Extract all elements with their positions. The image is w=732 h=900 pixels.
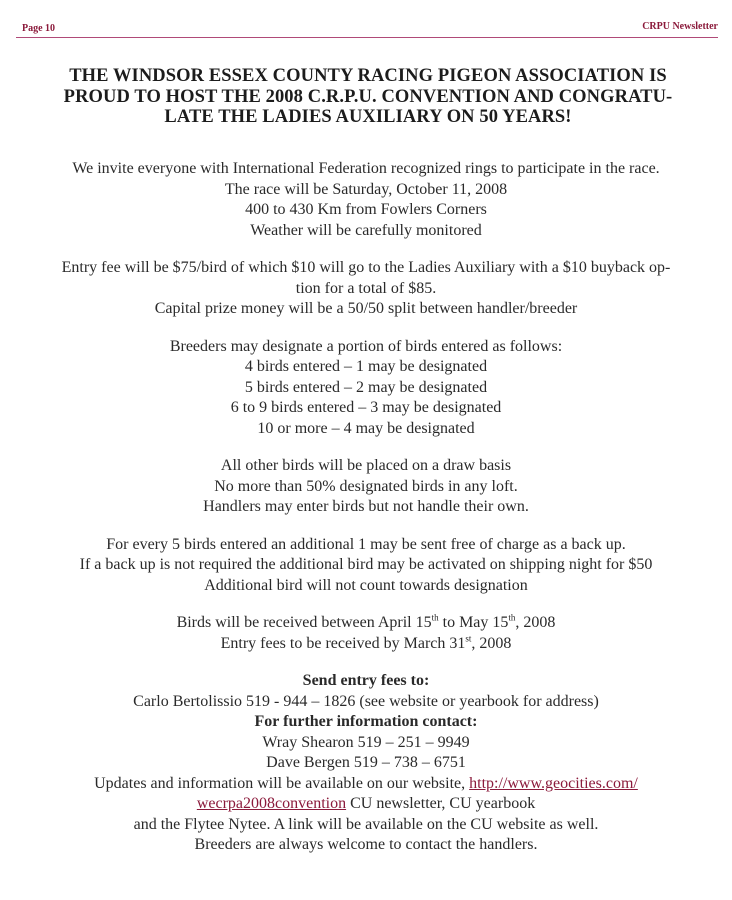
dates-section <box>0 613 732 654</box>
draw-section <box>0 456 732 518</box>
page-header <box>0 0 732 40</box>
send-heading: Send entry fees to: <box>302 672 430 689</box>
backup-line: For every 5 birds entered an additional 1 may be sent free of charge as a back up. <box>106 535 626 553</box>
header-rule <box>16 37 718 38</box>
info-heading: For further information contact: <box>254 713 478 730</box>
birds-received-line: Birds will be received between April 15th to May 15th, 2008 <box>176 612 556 631</box>
breeders-section <box>0 337 732 440</box>
fees-section <box>0 258 732 320</box>
race-line: 400 to 430 Km from Fowlers Corners <box>245 201 487 218</box>
draw-line: No more than 50% designated birds in any loft. <box>214 477 518 495</box>
backup-line: Additional bird will not count towards designation <box>204 576 528 594</box>
breeders-line: 6 to 9 birds entered – 3 may be designated <box>230 399 502 416</box>
fees-received-line: Entry fees to be received by March 31st, 2008 <box>220 633 512 652</box>
contact-section <box>0 671 732 856</box>
breeders-line: 4 birds entered – 1 may be designated <box>244 358 488 375</box>
race-line: The race will be Saturday, October 11, 2008 <box>224 180 508 198</box>
fees-line: Capital prize money will be a 50/50 split between handler/breeder <box>154 300 578 317</box>
updates-line-2: wecrpa2008convention CU newsletter, CU yearbook <box>196 795 536 812</box>
draw-line: All other birds will be placed on a draw basis <box>220 457 512 474</box>
page-number: Page 10 <box>22 23 56 34</box>
backup-line: If a back up is not required the additional bird may be activated on shipping night for $50 <box>79 556 653 573</box>
page-title <box>18 66 718 128</box>
newsletter-name: CRPU Newsletter <box>642 21 718 32</box>
breeders-welcome-line: Breeders are always welcome to contact the handlers. <box>194 836 538 853</box>
contact-line: Wray Shearon 519 – 251 – 9949 <box>262 733 470 751</box>
send-line: Carlo Bertolissio 519 - 944 – 1826 (see website or yearbook for address) <box>133 692 599 710</box>
draw-line: Handlers may enter birds but not handle their own. <box>203 498 529 515</box>
title-line: PROUD TO HOST THE 2008 C.R.P.U. CONVENTION AND CONGRATU- <box>63 86 673 107</box>
race-section <box>0 159 732 241</box>
flytee-line: and the Flytee Nytee. A link will be available on the CU website as well. <box>133 815 599 833</box>
website-link-cont[interactable]: wecrpa2008convention <box>196 795 347 812</box>
breeders-line: 10 or more – 4 may be designated <box>257 419 475 437</box>
race-line: Weather will be carefully monitored <box>250 221 482 239</box>
breeders-line: Breeders may designate a portion of birds entered as follows: <box>169 337 563 355</box>
website-link[interactable]: http://www.geocities.com/ <box>469 774 638 792</box>
fees-line: tion for a total of $85. <box>295 279 437 297</box>
title-line: THE WINDSOR ESSEX COUNTY RACING PIGEON ASSOCIATION IS <box>69 66 667 86</box>
backup-section <box>0 535 732 597</box>
breeders-line: 5 birds entered – 2 may be designated <box>244 378 488 396</box>
contact-line: Dave Bergen 519 – 738 – 6751 <box>266 754 466 771</box>
title-line: LATE THE LADIES AUXILIARY ON 50 YEARS! <box>164 107 572 127</box>
race-line: We invite everyone with International Federation recognized rings to participate in the race. <box>72 160 660 177</box>
fees-line: Entry fee will be $75/bird of which $10 will go to the Ladies Auxiliary with a $10 buyback op- <box>61 259 671 276</box>
updates-line: Updates and information will be available on our website, http://www.geocities.com/ <box>94 774 638 792</box>
article-body <box>0 159 732 856</box>
